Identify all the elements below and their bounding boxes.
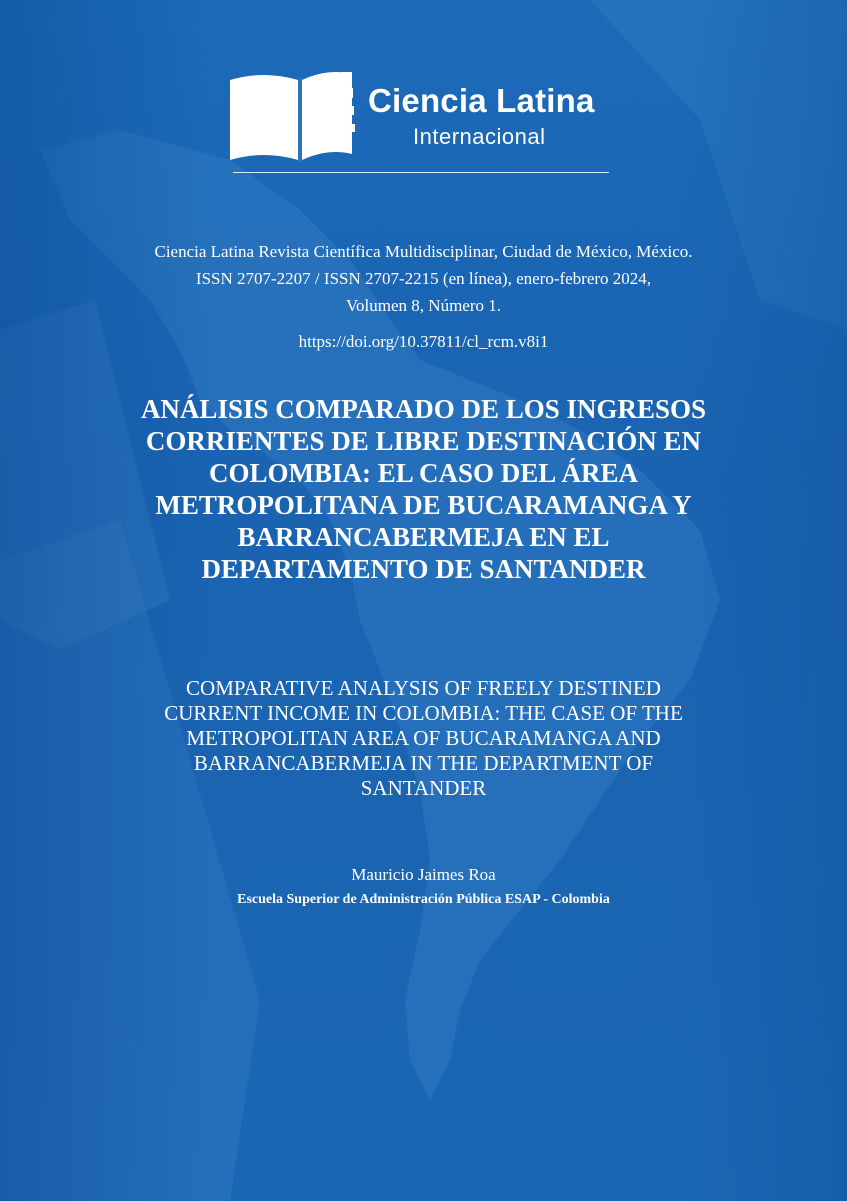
title-line: COMPARATIVE ANALYSIS OF FREELY DESTINED: [186, 676, 661, 700]
brand-name: Ciencia Latina: [368, 82, 595, 119]
title-line: DEPARTAMENTO DE SANTANDER: [201, 554, 646, 584]
title-line: CORRIENTES DE LIBRE DESTINACIÓN EN: [145, 426, 702, 456]
doi-link[interactable]: https://doi.org/10.37811/cl_rcm.v8i1: [298, 332, 549, 351]
journal-line: Volumen 8, Número 1.: [345, 296, 502, 315]
journal-line: Ciencia Latina Revista Científica Multidisciplinar, Ciudad de México, México.: [154, 242, 693, 261]
title-line: SANTANDER: [360, 776, 487, 800]
title-line: CURRENT INCOME IN COLOMBIA: THE CASE OF THE: [164, 701, 683, 725]
title-line: BARRANCABERMEJA IN THE DEPARTMENT OF: [193, 751, 654, 775]
title-line: METROPOLITAN AREA OF BUCARAMANGA AND: [186, 726, 661, 750]
journal-line: ISSN 2707-2207 / ISSN 2707-2215 (en línea), enero-febrero 2024,: [195, 269, 652, 288]
journal-info: [0, 238, 847, 319]
author-affiliation: Escuela Superior de Administración Pública ESAP - Colombia: [237, 892, 610, 907]
title-line: ANÁLISIS COMPARADO DE LOS INGRESOS: [140, 394, 707, 424]
title-line: BARRANCABERMEJA EN EL: [237, 522, 610, 552]
title-line: COLOMBIA: EL CASO DEL ÁREA: [208, 458, 639, 488]
title-line: METROPOLITANA DE BUCARAMANGA Y: [155, 490, 692, 520]
brand-subtitle: Internacional: [413, 124, 546, 149]
title-spanish: [0, 393, 847, 585]
title-english: [0, 676, 847, 801]
brand-divider: [233, 172, 609, 173]
author-name: Mauricio Jaimes Roa: [351, 865, 496, 884]
